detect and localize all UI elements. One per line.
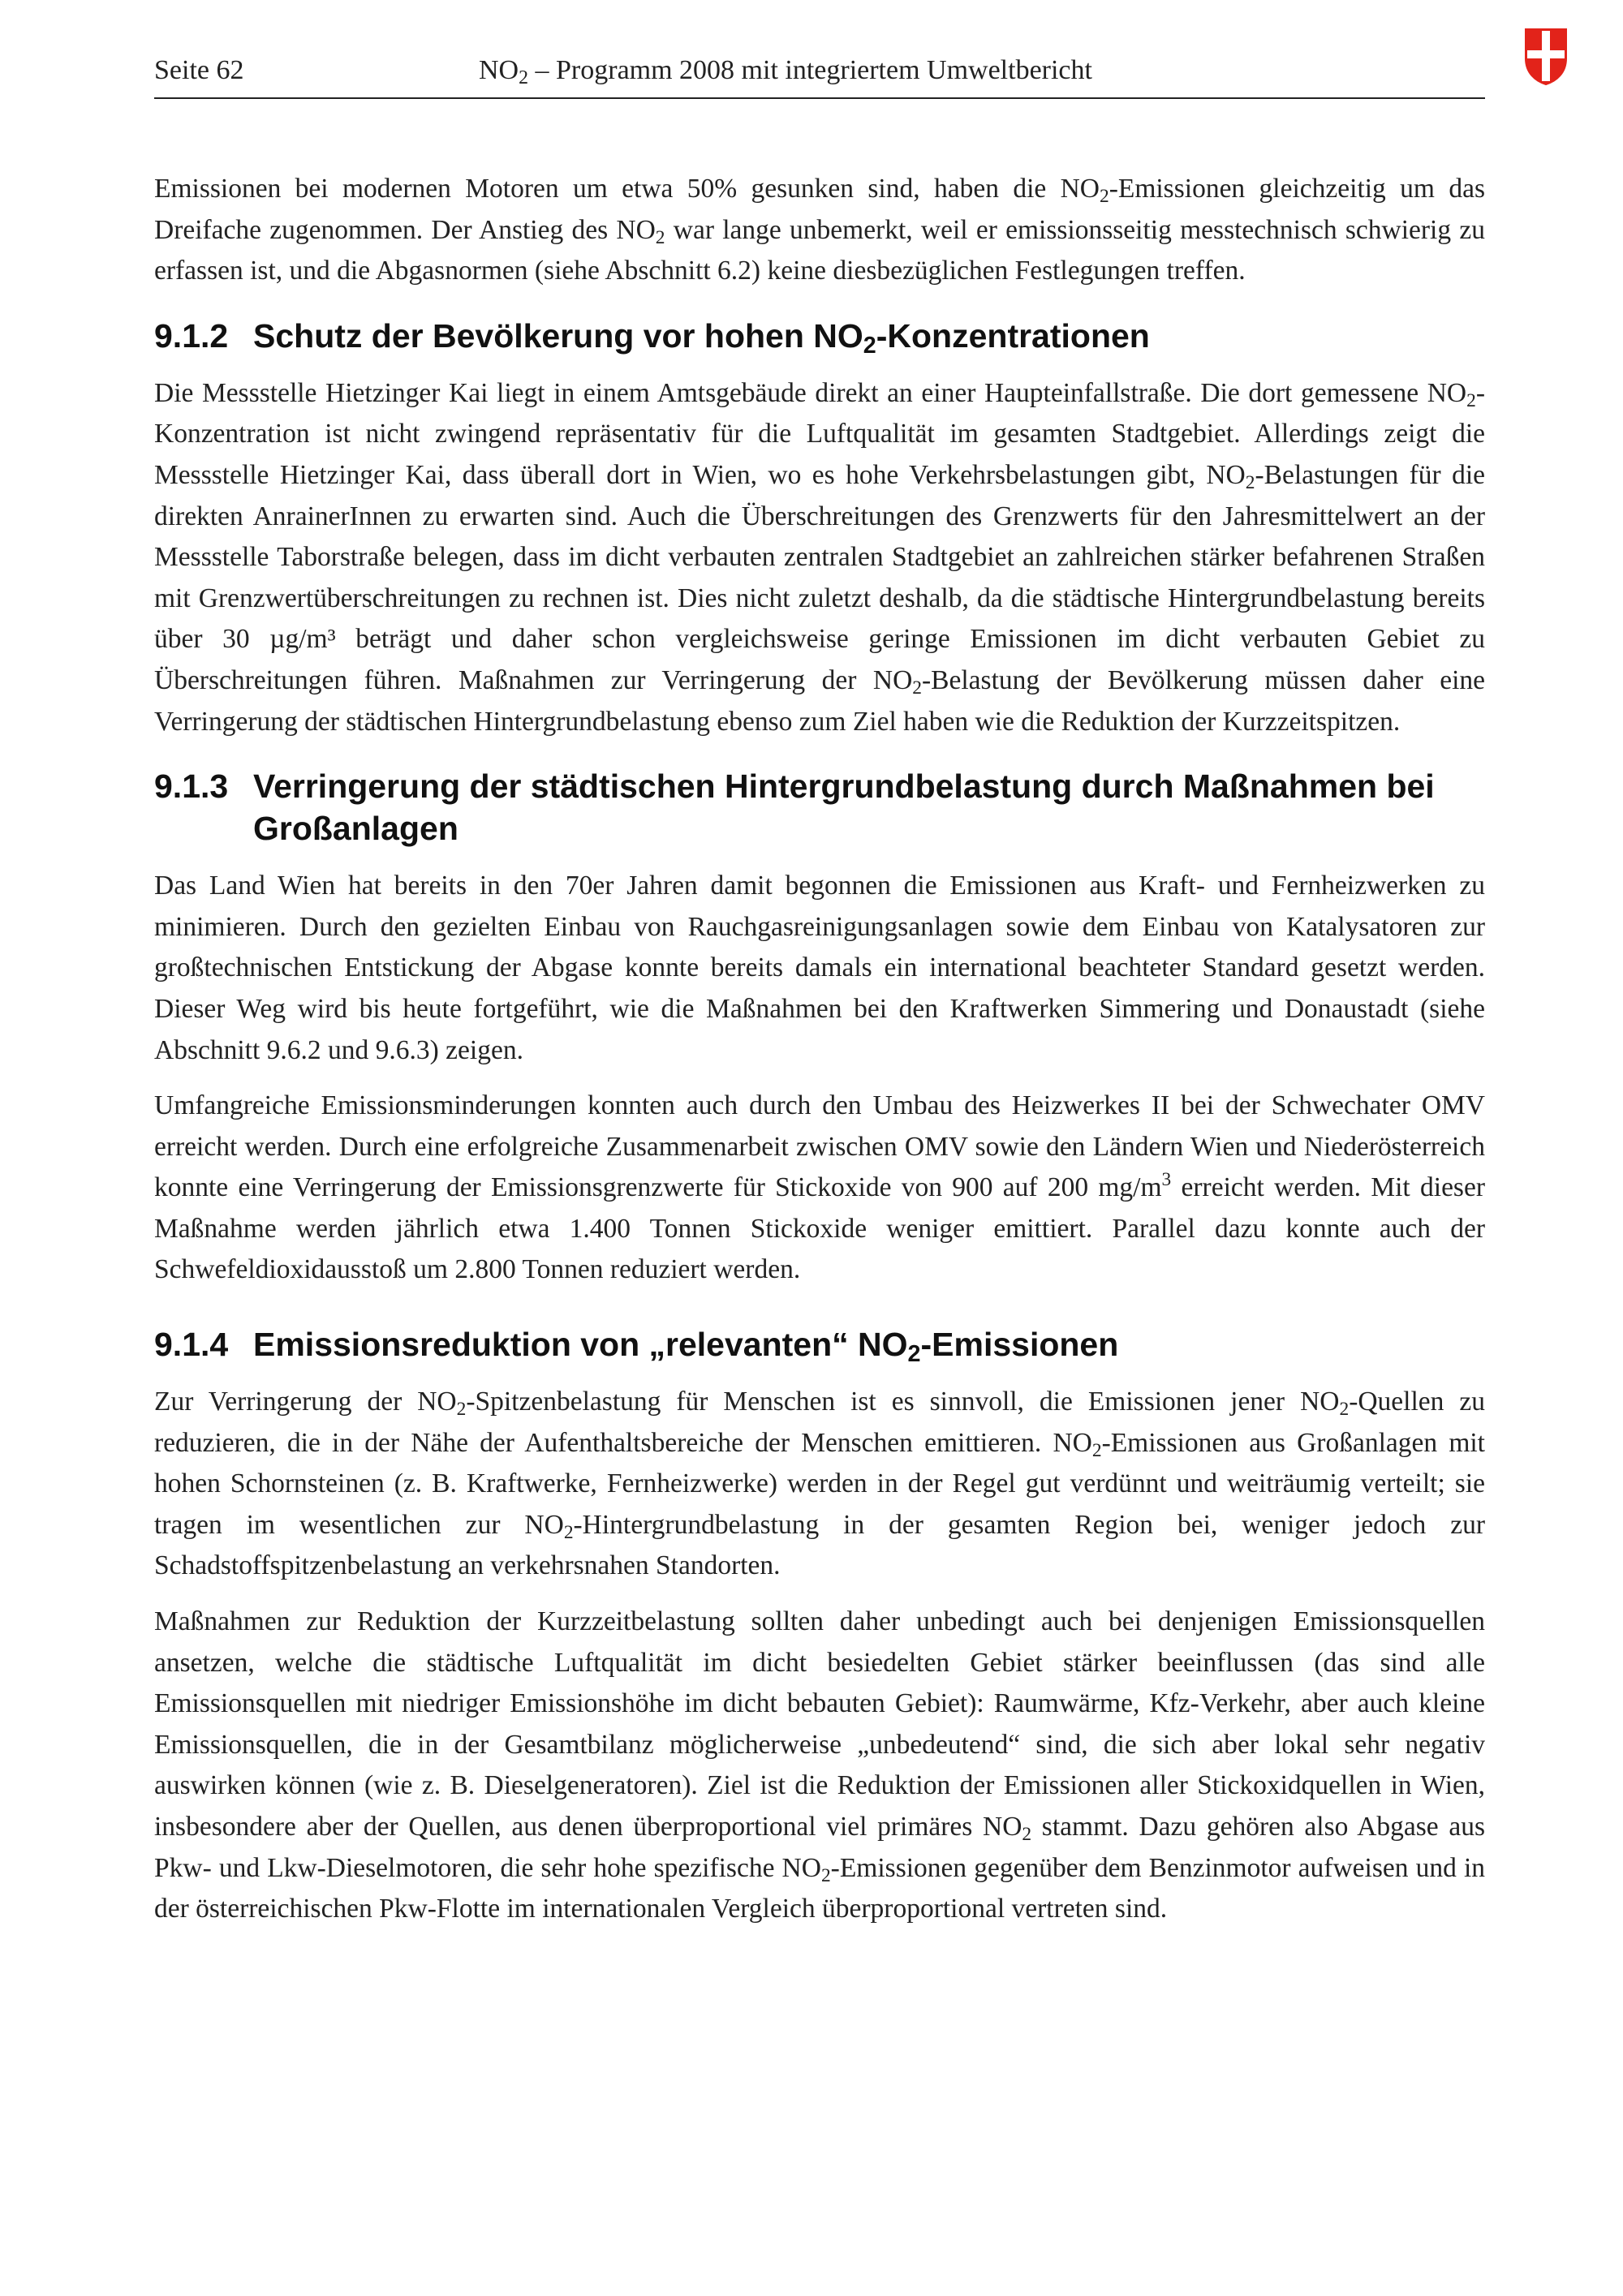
document-page [154, 0, 1485, 2296]
document-title: $NO_2$ – Programm 2008 mit integriertem Umweltbericht [479, 55, 1092, 88]
paragraph-omv: Umfangreiche Emissionsminderungen konnten auch durch den Umbau des Heizwerkes II bei der Schwechater OMV erreicht werden. Durch eine erfolgreiche Zusammenarbeit zwischen OMV sowie den Ländern Wien und Niederösterreich konnte eine Verringerung der Emissionsgrenzwerte für Stickoxide von 900 auf 200 $mg/m^3$ erreicht werden. Mit dieser Maßnahme werden jährlich etwa 1.400 Tonnen Stickoxide weniger emittiert. Parallel dazu konnte auch der Schwefeldioxidausstoß um 2.800 Tonnen reduziert werden. [154, 1090, 1485, 1285]
paragraph-spitzenbelastung: Zur Verringerung der $NO_2$-Spitzenbelastung für Menschen ist es sinnvoll, die Emissionen jener $NO_2$-Quellen zu reduzieren, die in der Nähe der Aufenthaltsbereiche der Menschen emittieren. $NO_2$-Emissionen aus Großanlagen mit hohen Schornsteinen (z. B. Kraftwerke, Fernheizwerke) werden in der Regel gut verdünnt und weiträumig verteilt; sie tragen im wesentlichen zur $NO_2$-Hintergrundbelastung in der gesamten Region bei, weniger jedoch zur Schadstoffspitzenbelastung an verkehrsnahen Standorten. [154, 1387, 1485, 1581]
paragraph-hietzinger-kai: Die Messstelle Hietzinger Kai liegt in einem Amtsgebäude direkt an einer Haupteinfallstraße. Die dort gemessene $NO_2$-Konzentration ist nicht zwingend repräsentativ für die Luftqualität im gesamten Stadtgebiet. Allerdings zeigt die Messstelle Hietzinger Kai, dass überall dort in Wien, wo es hohe Verkehrsbelastungen gibt, $NO_2$-Belastungen für die direkten AnrainerInnen zu erwarten sind. Auch die Überschreitungen des Grenzwerts für den Jahresmittelwert an der Messstelle Taborstraße belegen, dass im dicht verbauten zentralen Stadtgebiet an zahlreichen stärker befahrenen Straßen mit Grenzwertüberschreitungen zu rechnen ist. Dies nicht zuletzt deshalb, da die städtische Hintergrundbelastung bereits über 30 µg/m³ beträgt und daher schon vergleichsweise geringe Emissionen im dicht verbauten Gebiet zu Überschreitungen führen. Maßnahmen zur Verringerung der $NO_2$-Belastung der Bevölkerung müssen daher eine Verringerung der städtischen Hintergrundbelastung ebenso zum Ziel haben wie die Reduktion der Kurzzeitspitzen. [154, 377, 1485, 737]
section-heading-9-1-3: 9.1.3 Verringerung der städtischen Hintergrundbelastung durch Maßnahmen bei Großanlagen [154, 767, 1435, 848]
section-heading-9-1-2: 9.1.2 Schutz der Bevölkerung vor hohen $NO_2$-Konzentrationen [154, 316, 1150, 359]
page-content [154, 169, 1485, 1945]
paragraph-intro: Emissionen bei modernen Motoren um etwa 50% gesunken sind, haben die $NO_2$-Emissionen gleichzeitig um das Dreifache zugenommen. Der Anstieg des $NO_2$ war lange unbemerkt, weil er emissionsseitig messtechnisch schwierig zu erfassen ist, und die Abgasnormen (siehe Abschnitt 6.2) keine diesbezüglichen Festlegungen treffen. [154, 174, 1485, 286]
paragraph-kurzzeitbelastung: Maßnahmen zur Reduktion der Kurzzeitbelastung sollten daher unbedingt auch bei denjenigen Emissionsquellen ansetzen, welche die städtische Luftqualität im dicht besiedelten Gebiet stärker beeinflussen (das sind alle Emissionsquellen mit niedriger Emissionshöhe im dicht bebauten Gebiet): Raumwärme, Kfz-Verkehr, aber auch kleine Emissionsquellen, die in der Gesamtbilanz möglicherweise „unbedeutend“ sind, die sich aber lokal sehr negativ auswirken können (wie z. B. Dieselgeneratoren). Ziel ist die Reduktion der Emissionen aller Stickoxidquellen in Wien, insbesondere aber der Quellen, aus denen überproportional viel primäres $NO_2$ stammt. Dazu gehören also Abgase aus Pkw- und Lkw-Dieselmotoren, die sehr hohe spezifische $NO_2$-Emissionen gegenüber dem Benzinmotor aufweisen und in der österreichischen Pkw-Flotte im internationalen Vergleich überproportional vertreten sind. [154, 1606, 1485, 1924]
section-heading-9-1-4: 9.1.4 Emissionsreduktion von „relevanten“ $NO_2$-Emissionen [154, 1326, 1119, 1368]
paragraph-land-wien: Das Land Wien hat bereits in den 70er Jahren damit begonnen die Emissionen aus Kraft- und Fernheizwerken zu minimieren. Durch den gezielten Einbau von Rauchgasreinigungsanlagen sowie dem Einbau von Katalysatoren zur großtechnischen Entstickung der Abgase konnte bereits damals ein international beachteter Standard gesetzt werden. Dieser Weg wird bis heute fortgeführt, wie die Maßnahmen bei den Kraftwerken Simmering und Donaustadt (siehe Abschnitt 9.6.2 und 9.6.3) zeigen. [154, 871, 1485, 1065]
vienna-crest-icon [1524, 28, 1568, 86]
page-header [154, 55, 1485, 99]
page-number: Seite 62 [154, 55, 244, 85]
